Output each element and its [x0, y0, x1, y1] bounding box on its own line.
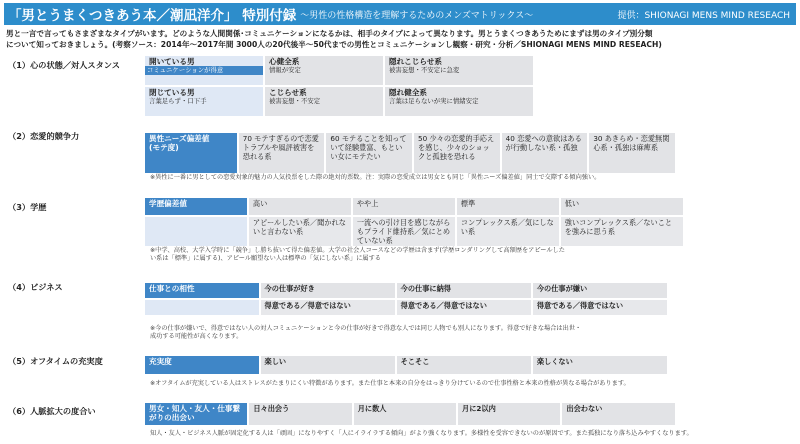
- section-4-note: ※今の仕事が嫌いで、得意ではない人の対人コミュニケーションと今の仕事が好きで得意な人では同じ人物でも別人になります。得意で好きな場合は出世・ 成功する可能性が高くなります。: [150, 325, 582, 340]
- net-monthly: 月に数人: [354, 403, 456, 425]
- off-so-so: そこそこ: [397, 356, 531, 374]
- section-4-grid: [143, 281, 669, 317]
- work-accept: 今の仕事に納得: [397, 283, 531, 298]
- cell-healthy: 心健全系 情報が安定: [265, 56, 383, 85]
- work-like-skill: 得意である／得意ではない: [261, 300, 395, 315]
- cell-open-man: 開いている男 コミュニケーションが得意: [145, 56, 263, 85]
- cell-hidden-healthy: 隠れ健全系 言葉は足らないが実に情緒安定: [385, 87, 533, 116]
- rank-50: 50 少々の恋愛的手応えを感じ、少々のショックと孤独を恐れる: [414, 133, 500, 173]
- intro-line-1: 男と一言で言ってもさまざまなタイプがいます。どのような人間関係･コミュニケーションになるかは、相手のタイプによって異なります。男とうまくつきあうためにまずは男のタイプ別分類: [6, 29, 653, 38]
- net-two-month: 月に2以内: [458, 403, 560, 425]
- off-fun: 楽しい: [261, 356, 395, 374]
- section-1-grid: [143, 54, 535, 118]
- intro-text: [6, 28, 794, 50]
- label-offtime: 充実度: [145, 356, 259, 374]
- work-dislike: 今の仕事が嫌い: [533, 283, 667, 298]
- cell-closed-man: 閉じている男 言葉足らず・口下手: [145, 87, 263, 116]
- section-5-title: （5）オフタイムの充実度: [8, 356, 103, 366]
- edu-low: 低い: [561, 198, 683, 215]
- label-network: 男女・知人・友人・仕事繋がりの出会い: [145, 403, 247, 425]
- intro-line-2: について知っておきましょう。(考察ソース：2014年〜2017年間 3000人の20代後半〜50代までの男性とコミュニケーションし観察・研究・分析／SHIONAGI MENS MIND RESEACH): [6, 40, 662, 49]
- edu-high: 高い: [249, 198, 351, 215]
- section-5-grid: [143, 354, 669, 376]
- work-dislike-skill: 得意である／得意ではない: [533, 300, 667, 315]
- section-3-note: ※中学、高校、大学入学時に「競争」し勝ち抜いて得た偏差値。大学の社会人コースなどの学歴は含まず(学歴ロンダリングして高額歴をアピールした い系は「標準」に属する)、アピール願望ない人は標準の「気にしない系」に属する: [150, 247, 565, 262]
- rank-70: 70 モテすぎるので恋愛トラブルや風評被害を恐れる系: [239, 133, 325, 173]
- edu-high-desc: アピールしたい系／聞かれないと言わない系: [249, 217, 351, 246]
- page-subtitle: 〜男性の性格構造を理解するためのメンズマトリックス〜: [300, 10, 534, 21]
- section-4-title: （4）ビジネス: [8, 282, 63, 292]
- cell-hidden-twisted: 隠れこじらせ系 被害妄想・不安定に急変: [385, 56, 533, 85]
- work-accept-skill: 得意である／得意ではない: [397, 300, 531, 315]
- label-education: 学歴偏差値: [145, 198, 247, 215]
- section-2-title: （2）恋愛的競争力: [8, 131, 80, 141]
- section-3-grid: [143, 196, 685, 248]
- section-6-title: （6）人脈拡大の度合い: [8, 406, 96, 416]
- edu-blank: [145, 217, 247, 246]
- section-1-title: （1）心の状態／対人スタンス: [8, 60, 120, 70]
- section-2-note: ※異性に一番に男としての恋愛対象的魅力の人気投票をした際の絶対的票数。注：実際の恋愛成立は男女とも同じ「異性ニーズ偏差値」同士で交際する傾向強い。: [150, 174, 601, 181]
- edu-low-desc: 強いコンプレックス系／ないことを強みに思う系: [561, 217, 683, 246]
- rank-30: 30 あきらめ・恋愛無関心系・孤独は麻痺系: [589, 133, 675, 173]
- cell-twisted: こじらせ系 被害妄想・不安定: [265, 87, 383, 116]
- rank-40: 40 恋愛への意欲はあるが行動しない系・孤独: [502, 133, 588, 173]
- page-title: 「男とうまくつきあう本／潮凪洋介」 特別付録: [8, 8, 297, 24]
- section-2-grid: [143, 131, 677, 175]
- section-3-title: （3）学歴: [8, 202, 47, 212]
- work-like: 今の仕事が好き: [261, 283, 395, 298]
- edu-above: やや上: [353, 198, 455, 215]
- label-work-fit: 仕事との相性: [145, 283, 259, 298]
- edu-standard-desc: コンプレックス系／気にしない系: [457, 217, 559, 246]
- edu-standard: 標準: [457, 198, 559, 215]
- label-attractiveness: 異性ニーズ偏差値 (モテ度): [145, 133, 237, 173]
- provider-credit: 提供：SHIONAGI MENS MIND RESEACH: [617, 10, 790, 21]
- edu-above-desc: 一流への引け目を感じながらもプライド維持系／気にとめていない系: [353, 217, 455, 246]
- rank-60: 60 モテることを知っていて経験豊富、もといい女にモテたい: [326, 133, 412, 173]
- net-none: 出会わない: [562, 403, 675, 425]
- net-daily: 日々出会う: [249, 403, 351, 425]
- work-blank: [145, 300, 259, 315]
- section-6-grid: [143, 401, 677, 427]
- section-6-note: 知人・友人・ビジネス人脈が固定化する人は「頑固」になりやすく「人にイライラする傾向」がより強くなります。多様性を受容できないのが原因です。また孤独になり落ち込みやすくなります。: [150, 430, 693, 437]
- header-banner: [4, 3, 796, 25]
- off-not-fun: 楽しくない: [533, 356, 667, 374]
- section-5-note: ※オフタイムが充実している人はストレスがたまりにくい特徴があります。また仕事と本来の自分をはっきり分けているので仕事性格と本来の性格が異なる場合があります。: [150, 380, 630, 387]
